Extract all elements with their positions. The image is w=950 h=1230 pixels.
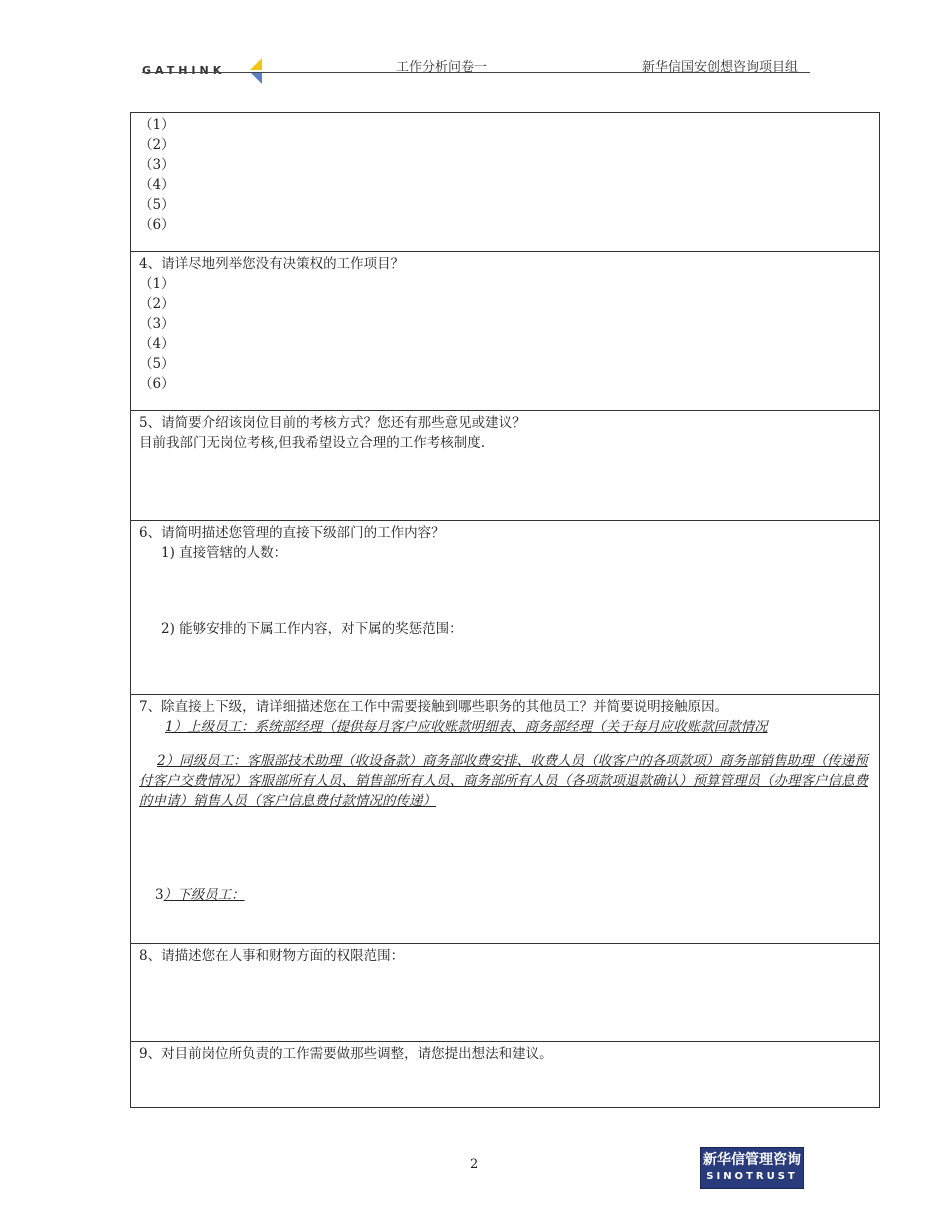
header-org: 新华信国安创想咨询项目组: [642, 60, 799, 75]
question-7: 7、除直接上下级，请详细描述您在工作中需要接触到哪些职务的其他员工？并简要说明接触原因。: [139, 699, 729, 715]
question-5: 5、请简要介绍该岗位目前的考核方式？您还有那些意见或建议？: [139, 415, 526, 431]
cell-question-7: [131, 695, 879, 944]
question-4: 4、请详尽地列举您没有决策权的工作项目？: [139, 256, 405, 272]
list-item: （2）: [139, 296, 175, 312]
q7-subordinates: [139, 885, 871, 905]
list-item: （4）: [139, 336, 175, 352]
gathink-logo: GATHINK: [142, 64, 226, 77]
list-item: （4）: [139, 177, 175, 193]
cell-question-5: [131, 411, 879, 521]
cell-question-8: [131, 944, 879, 1042]
q7-superiors: 1）上级员工：系统部经理（提供每月客户应收账款明细表、商务部经理（关于每月应收账款回款情况: [165, 719, 768, 735]
question-6: 6、请简明描述您管理的直接下级部门的工作内容？: [139, 525, 445, 541]
page-number: 2: [470, 1157, 479, 1172]
answer-5: 目前我部门无岗位考核,但我希望设立合理的工作考核制度.: [139, 435, 486, 451]
list-item: （6）: [139, 217, 175, 233]
sinotrust-logo-en: SINOTRUST: [706, 1171, 798, 1182]
list-item: （5）: [139, 197, 175, 213]
sinotrust-logo-cn: 新华信管理咨询: [703, 1152, 801, 1168]
list-item: （2）: [139, 137, 175, 153]
header-title: 工作分析问卷一: [396, 60, 488, 75]
cell-question-4: [131, 252, 879, 411]
cell-question-9: [131, 1042, 879, 1108]
list-item: （3）: [139, 157, 175, 173]
list-item: （3）: [139, 316, 175, 332]
question-9: 9、对目前岗位所负责的工作需要做那些调整，请您提出想法和建议。: [139, 1046, 553, 1062]
questionnaire-table: [130, 112, 880, 1108]
question-8: 8、请描述您在人事和财物方面的权限范围：: [139, 948, 405, 964]
q7-peers: 2）同级员工：客服部技术助理（收设备款）商务部收费安排、收费人员（收客户的各项款项）商务部销售助理（传递预付客户交费情况）客服部所有人员、销售部所有人员、商务部所有人员（各项款项退款确认）预算管理员（办理客户信息费的申请）销售人员（客户信息费付款情况的传递）: [139, 753, 868, 809]
q6-sub-2: 2) 能够安排的下属工作内容，对下属的奖惩范围：: [161, 621, 463, 637]
list-item: （1）: [139, 276, 175, 292]
cell-question-6: [131, 521, 879, 695]
list-item: （5）: [139, 356, 175, 372]
list-item: （1）: [139, 117, 175, 133]
q7-subordinates-label: ）下级员工：: [163, 887, 245, 903]
list-item: （6）: [139, 376, 175, 392]
q7-subordinates-num: 3: [155, 887, 164, 903]
gathink-logo-mark-icon: [248, 56, 264, 86]
q6-sub-1: 1) 直接管辖的人数：: [161, 545, 288, 561]
page-header: [138, 52, 810, 92]
sinotrust-logo: [700, 1147, 804, 1189]
cell-item-list: [131, 113, 879, 252]
